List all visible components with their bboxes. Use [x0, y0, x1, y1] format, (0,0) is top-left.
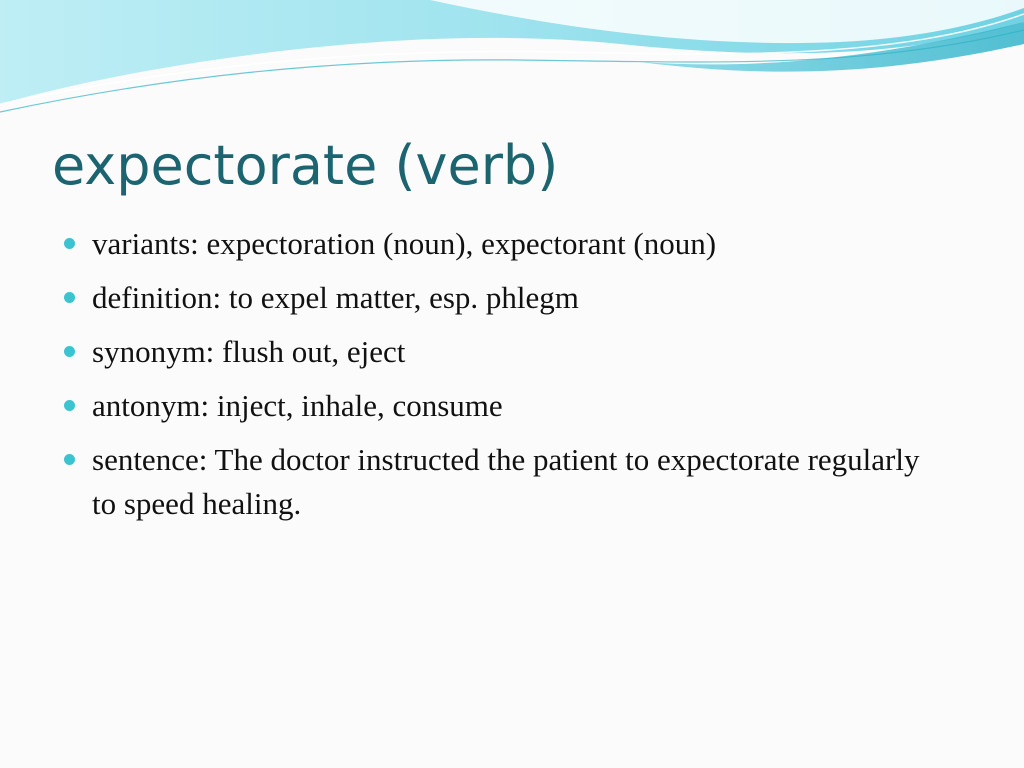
bullet-list [64, 222, 944, 536]
bullet-sentence [64, 438, 944, 526]
bullet-text: variants: expectoration (noun), expectorant (noun) [92, 226, 717, 261]
bullet-text: synonym: flush out, eject [92, 334, 406, 369]
bullet-marker-icon [64, 238, 75, 249]
slide-title: expectorate (verb) [52, 134, 559, 197]
bullet-text: antonym: inject, inhale, consume [92, 388, 503, 423]
bullet-definition [64, 276, 944, 320]
decorative-wave-header [0, 0, 1024, 130]
bullet-text: sentence: The doctor instructed the patient to expectorate regularly to speed healing. [92, 442, 920, 521]
bullet-antonym [64, 384, 944, 428]
bullet-text: definition: to expel matter, esp. phlegm [92, 280, 579, 315]
bullet-marker-icon [64, 454, 75, 465]
bullet-marker-icon [64, 346, 75, 357]
bullet-synonym [64, 330, 944, 374]
bullet-marker-icon [64, 292, 75, 303]
bullet-marker-icon [64, 400, 75, 411]
bullet-variants [64, 222, 944, 266]
